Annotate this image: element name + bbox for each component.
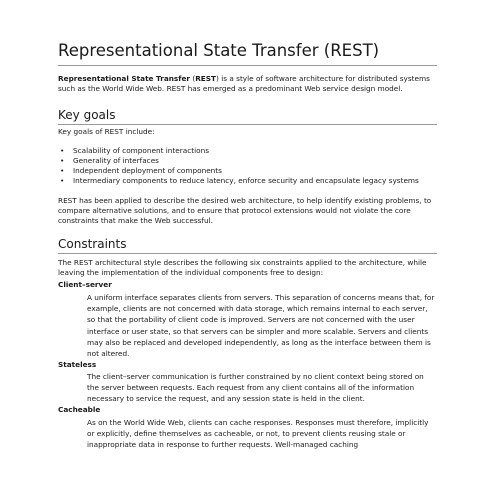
constraint-desc-cacheable: As on the World Wide Web, clients can cache responses. Responses must therefore, implicitly or explicitly, define themselves as cacheable, or not, to prevent clients reusing stale or inappropriate data in response to further requests. Well-managed caching [87, 418, 429, 450]
constraint-term-stateless: Stateless [58, 360, 97, 369]
key-goals-heading: Key goals [58, 108, 437, 125]
page-title: Representational State Transfer (REST) [58, 41, 437, 66]
intro-paren-open: ( [190, 74, 196, 83]
bullet-icon: • [60, 146, 65, 155]
list-item-text: Scalability of component interactions [73, 146, 210, 155]
intro-bold-abbr: REST [195, 74, 217, 83]
constraint-desc-client-server: A uniform interface separates clients from servers. This separation of concerns means that, for example, clients are not concerned with data storage, which remains internal to each server, so that the portability of client code is improved. Servers are not concerned with the user interface or user state, so that servers can be simpler and more scalable. Servers and clients may also be replaced and developed independently, as long as the interface between them is not altered. [87, 293, 435, 359]
constraints-heading: Constraints [58, 237, 437, 254]
intro-rest-text: ) is a style of software architecture for distributed systems such as the World Wide Web. REST has emerged as a predominant Web service design model. [58, 74, 430, 94]
bullet-icon: • [60, 176, 65, 185]
bullet-icon: • [60, 166, 65, 175]
list-item [58, 156, 433, 166]
key-goals-list [58, 146, 433, 186]
list-item-text: Generality of interfaces [73, 156, 159, 165]
bullet-icon: • [60, 156, 65, 165]
intro-bold-term: Representational State Transfer [58, 74, 191, 83]
list-item [58, 176, 433, 186]
constraint-term-cacheable: Cacheable [58, 405, 101, 414]
list-item-text: Independent deployment of components [73, 166, 222, 175]
key-goals-closing: REST has been applied to describe the desired web architecture, to help identify existing problems, to compare alternative solutions, and to ensure that protocol extensions would not violate the core constraints that make the Web successful. [58, 196, 432, 226]
constraint-term-client-server: Client–server [58, 280, 112, 289]
constraints-lead: The REST architectural style describes the following six constraints applied to the architecture, while leaving the implementation of the individual components free to design: [58, 258, 427, 278]
constraint-desc-stateless: The client–server communication is further constrained by no client context being stored on the server between requests. Each request from any client contains all of the information necessary to service the request, and any session state is held in the client. [87, 372, 424, 404]
intro-paragraph [58, 74, 435, 94]
list-item-text: Intermediary components to reduce latency, enforce security and encapsulate legacy systems [73, 176, 419, 185]
list-item [58, 146, 433, 156]
list-item [58, 166, 433, 176]
key-goals-lead: Key goals of REST include: [58, 127, 155, 136]
